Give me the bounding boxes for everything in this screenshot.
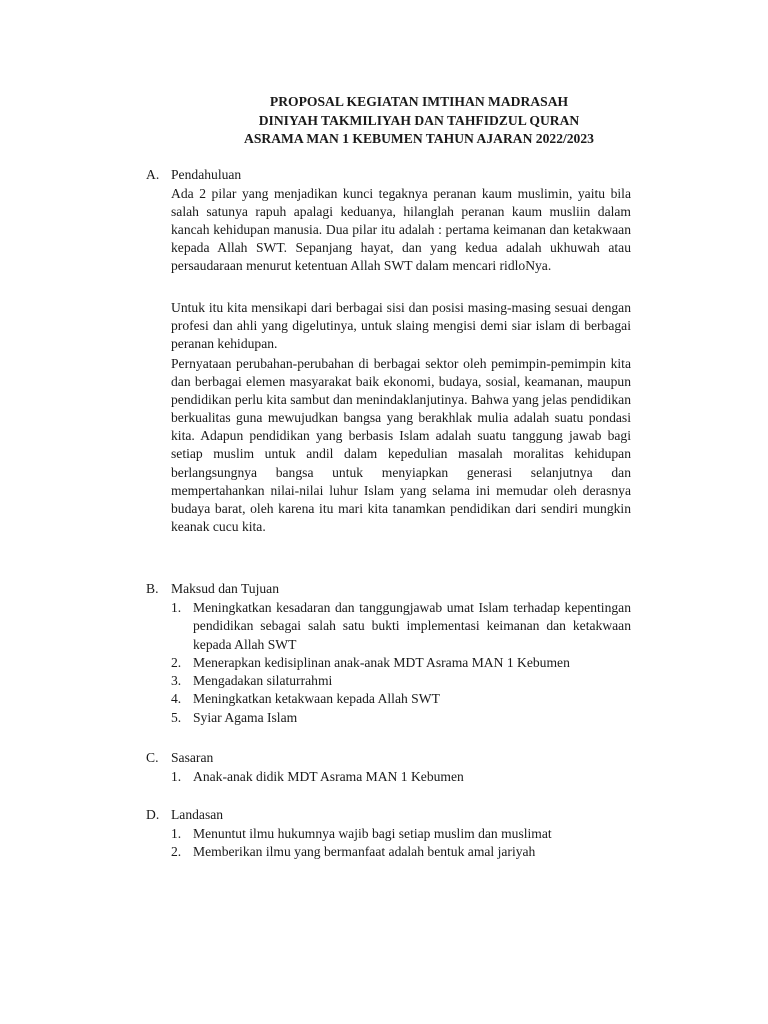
list-item — [171, 768, 631, 786]
section-a-paragraph-1: Ada 2 pilar yang menjadikan kunci tegaknya peranan kaum muslimin, yaitu bila salah satunya rapuh apalagi keduanya, hilanglah peranan kaum musliin dalam kancah kehidupan manusia. Dua pilar itu adalah : pertama keimanan dan ketakwaan kepada Allah SWT. Sepanjang hayat, dan yang kedua adalah ukhuwah atau persaudaraan menurut ketentuan Allah SWT dalam mencari ridloNya. — [171, 186, 631, 274]
section-d-letter: D. — [146, 807, 160, 822]
list-item — [171, 654, 631, 672]
section-a-paragraph-2: Untuk itu kita mensikapi dari berbagai sisi dan posisi masing-masing sesuai dengan profesi dan ahli yang digelutinya, untuk slaing mengisi demi siar islam di berbagai peranan kehidupan. — [171, 300, 631, 352]
list-item-text: Meningkatkan kesadaran dan tanggungjawab umat Islam terhadap kepentingan pendidikan sebagai salah satu bukti implementasi keimanan dan ketakwaan kepada Allah SWT — [193, 600, 631, 652]
list-item — [171, 690, 631, 708]
list-item-number: 1. — [171, 769, 182, 784]
list-item — [171, 599, 631, 654]
list-item-number: 3. — [171, 673, 182, 689]
list-item — [171, 843, 631, 861]
section-b-letter: B. — [146, 581, 159, 596]
list-item-number: 5. — [171, 709, 182, 725]
list-item-number: 1. — [171, 826, 182, 841]
list-item — [171, 672, 631, 690]
list-item — [171, 825, 631, 843]
section-c-list — [171, 768, 631, 786]
title-line-2: DINIYAH TAKMILIYAH DAN TAHFIDZUL QURAN — [258, 112, 580, 128]
section-b-list — [171, 599, 631, 727]
section-a-title: Pendahuluan — [171, 167, 242, 182]
list-item-number: 1. — [171, 600, 182, 615]
title-line-3: ASRAMA MAN 1 KEBUMEN TAHUN AJARAN 2022/2023 — [244, 131, 594, 146]
section-d-title: Landasan — [171, 807, 224, 822]
section-a-paragraph-3: Pernyataan perubahan-perubahan di berbagai sektor oleh pemimpin-pemimpin kita dan berbagai elemen masyarakat baik ekonomi, budaya, sosial, keamanan, maupun pendidikan perlu kita sambut dan menindaklanjutinya. Bahwa yang jelas pendidikan berkualitas guna mewujudkan bangsa yang berakhlak mulia adalah suatu pondasi kita. Adapun pendidikan yang berbasis Islam adalah suatu tanggung jawab bagi setiap muslim untuk andil dalam kepedulian masalah moralitas kehidupan berlangsungnya bangsa untuk menyiapkan generasi selanjutnya dan mempertahankan nilai-nilai luhur Islam yang selama ini memudar oleh derasnya budaya barat, oleh karena itu mari kita tanamkan pendidikan dari sendiri mungkin keanak cucu kita. — [171, 356, 631, 534]
document-title — [0, 93, 768, 149]
title-line-1: PROPOSAL KEGIATAN IMTIHAN MADRASAH — [269, 94, 569, 109]
list-item-text: Mengadakan silaturrahmi — [193, 673, 333, 689]
list-item — [171, 709, 631, 727]
list-item-text: Memberikan ilmu yang bermanfaat adalah bentuk amal jariyah — [193, 844, 536, 860]
section-c-letter: C. — [146, 750, 159, 765]
list-item-text: Menerapkan kedisiplinan anak-anak MDT Asrama MAN 1 Kebumen — [193, 654, 570, 670]
list-item-text: Syiar Agama Islam — [193, 709, 298, 725]
list-item-number: 2. — [171, 844, 182, 860]
list-item-number: 4. — [171, 691, 182, 707]
list-item-text: Meningkatkan ketakwaan kepada Allah SWT — [193, 691, 440, 707]
section-d-list — [171, 825, 631, 862]
section-c-title: Sasaran — [171, 750, 214, 765]
list-item-text: Anak-anak didik MDT Asrama MAN 1 Kebumen — [193, 769, 464, 784]
section-a-letter: A. — [146, 167, 160, 182]
list-item-number: 2. — [171, 654, 182, 670]
list-item-text: Menuntut ilmu hukumnya wajib bagi setiap muslim dan muslimat — [193, 826, 552, 841]
section-b-title: Maksud dan Tujuan — [171, 581, 280, 596]
